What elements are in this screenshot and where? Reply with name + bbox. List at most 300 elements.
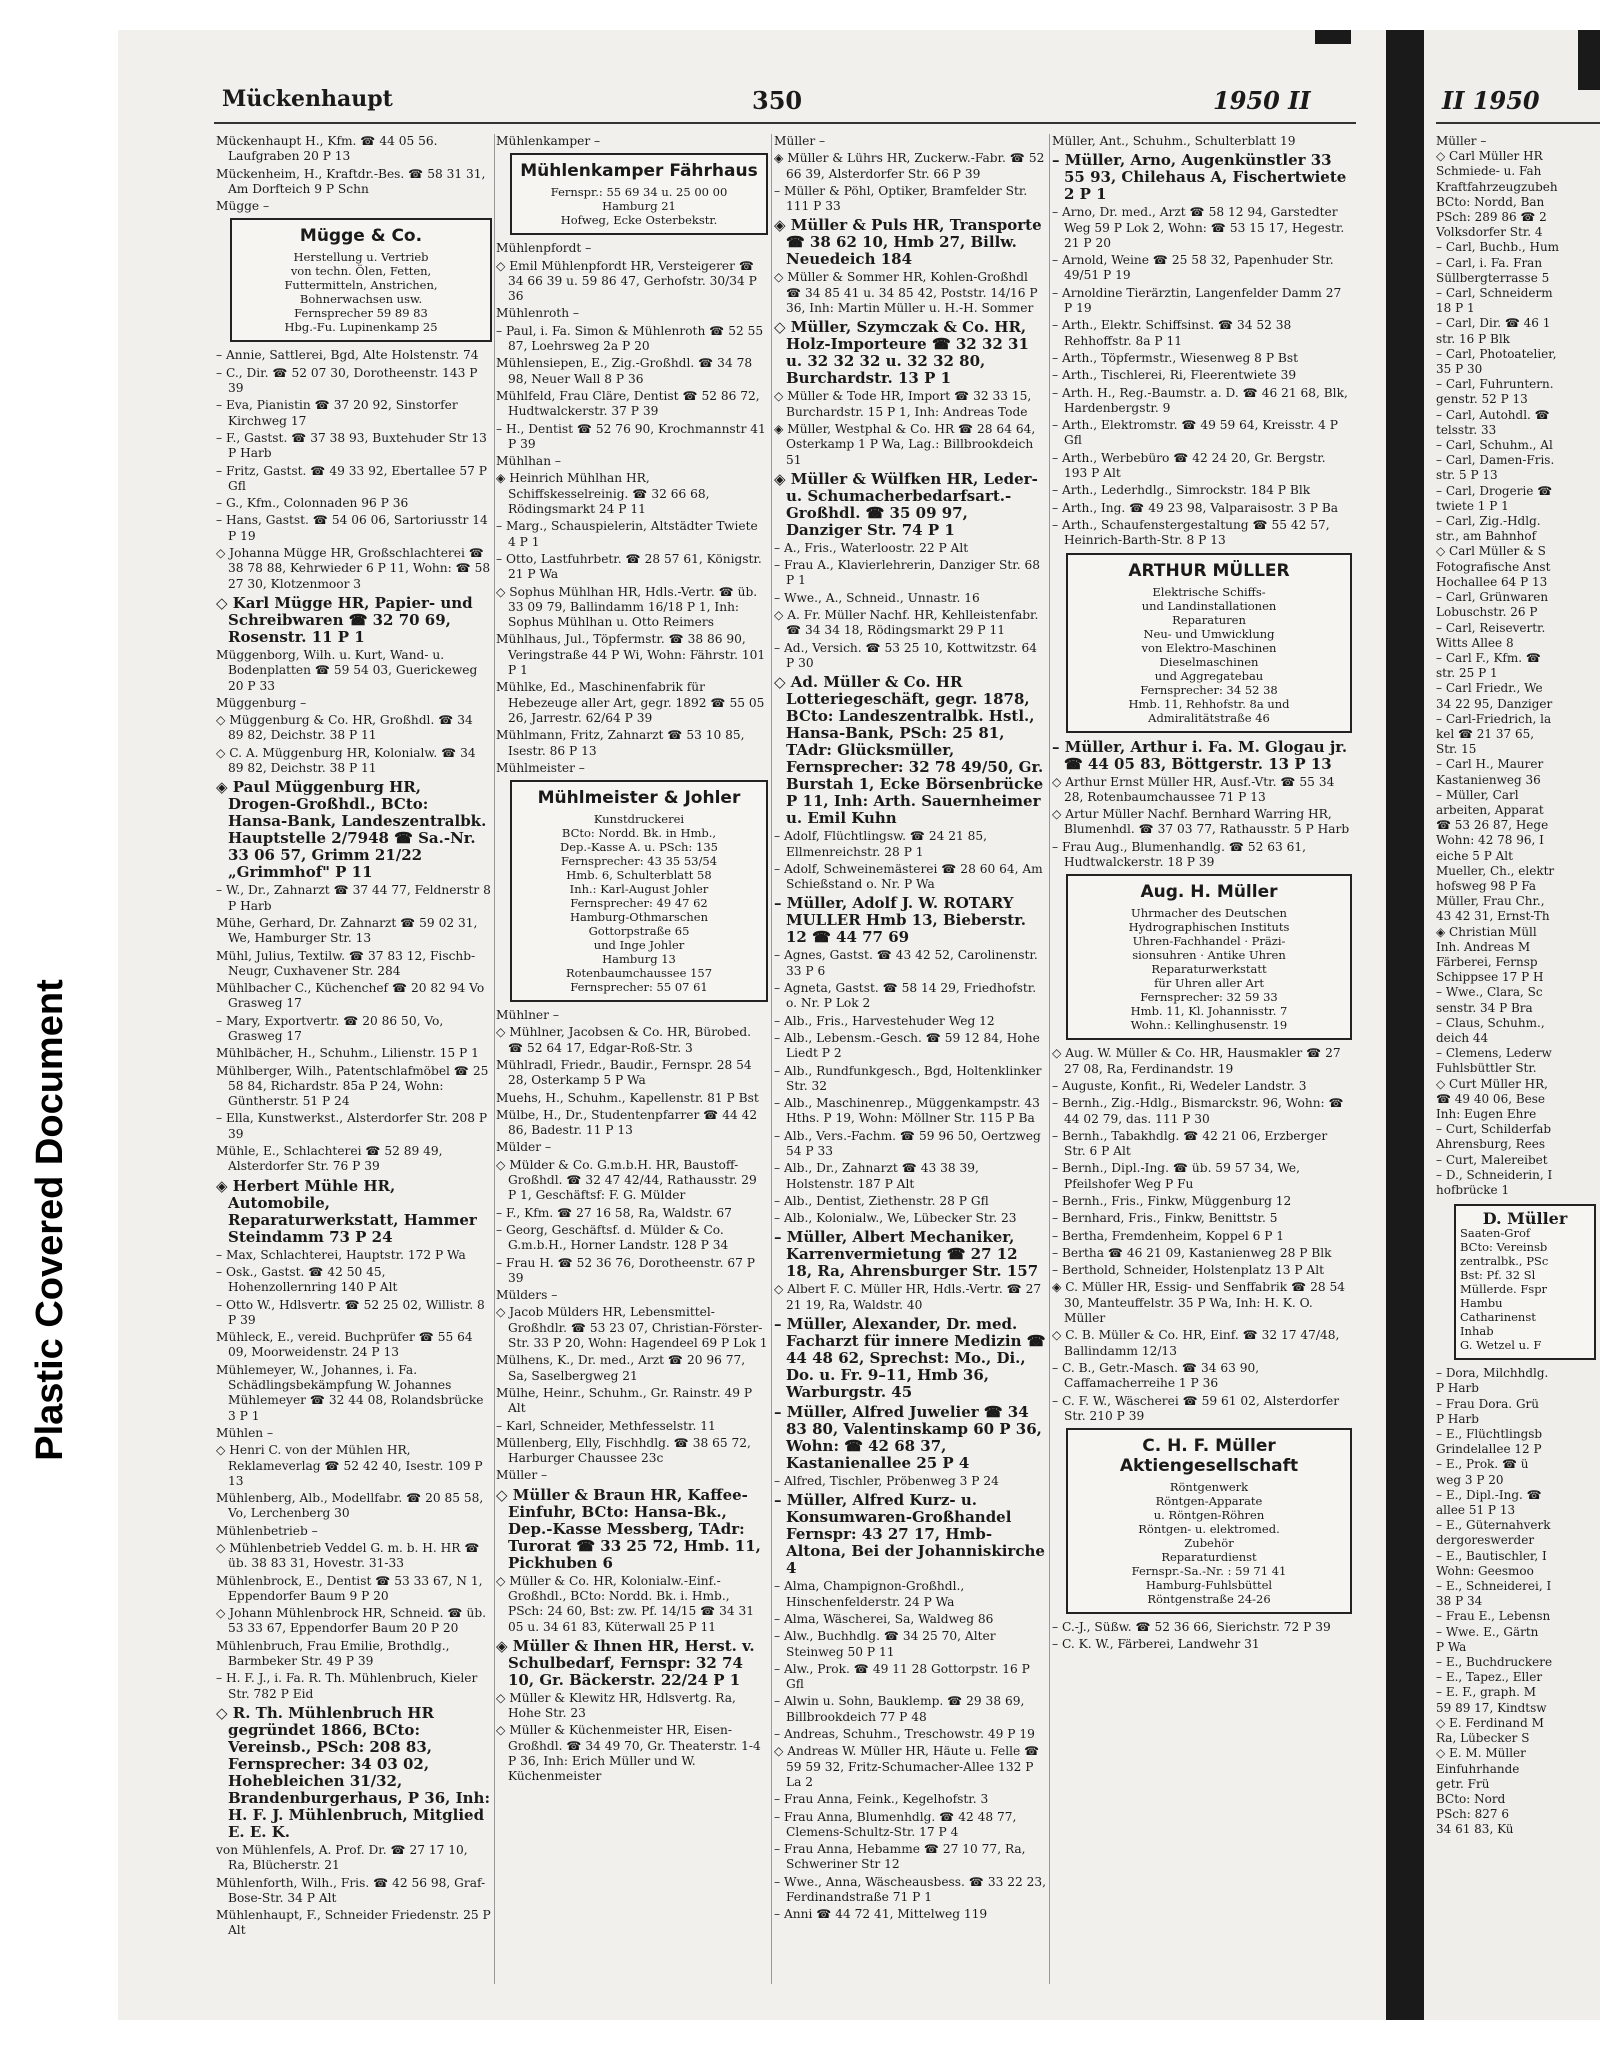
listing-entry: – Alb., Vers.-Fachm. ☎ 59 96 50, Oertzweg 54 P 33 — [774, 1128, 1041, 1158]
ad-line: Neu- und Umwicklung — [1143, 626, 1275, 641]
listing-fragment: – E., Güternahverk — [1436, 1518, 1551, 1533]
listing-entry: – Alma, Wäscherei, Sa, Waldweg 86 — [774, 1611, 994, 1626]
page-header — [118, 86, 1388, 126]
listing-fragment: Süllbergterrasse 5 — [1436, 270, 1550, 285]
listing-entry: Mülbe, H., Dr., Studentenpfarrer ☎ 44 42 86, Badestr. 11 P 13 — [496, 1107, 758, 1138]
advertisement-box — [230, 218, 492, 342]
listing-fragment: Inh. Andreas M — [1436, 939, 1531, 954]
listing-entry: Müggenburg – — [216, 695, 307, 710]
listing-entry: ◇ Müller & Co. HR, Kolonialw.-Einf.-Großhdl., BCto: Nordd. Bk. i. Hmb., PSch: 24 60, Bst: zw. Pf. 14/15 ☎ 34 31 05 u. 34 61 83, Küterwall 25 P 11 — [496, 1573, 755, 1634]
listing-fragment: – E., Tapez., Eller — [1436, 1670, 1543, 1685]
listing-entry: – Alwin u. Sohn, Bauklemp. ☎ 29 38 69, Billbrookdeich 77 P 48 — [774, 1694, 1025, 1724]
listing-fragment: BCto: Nord — [1436, 1791, 1506, 1806]
listing-entry: – Adolf, Schweinemästerei ☎ 28 60 64, Am Schießstand o. Nr. P Wa — [774, 861, 1043, 892]
listing-entry: ◇ Mülder & Co. G.m.b.H. HR, Baustoff-Großhdl. ☎ 32 47 42/44, Rathausstr. 29 P 1, Geschäftsf: F. G. Mülder — [496, 1157, 757, 1203]
ad-line: Dep.-Kasse A. u. PSch: 135 — [560, 840, 718, 855]
listing-fragment: – Curt, Schilderfab — [1436, 1122, 1552, 1137]
listing-entry: – Alw., Prok. ☎ 49 11 28 Gottorpstr. 16 P Gfl — [774, 1661, 1030, 1692]
listing-fragment: ◇ E. Ferdinand M — [1436, 1715, 1544, 1730]
ad-line: von techn. Ölen, Fetten, — [290, 264, 432, 279]
listing-fragment: ◇ Carl Müller HR — [1436, 149, 1543, 164]
ad-line: Uhren-Fachhandel · Präzi- — [1132, 934, 1286, 949]
column-divider — [1049, 134, 1050, 1984]
listing-fragment: Kraftfahrzeugzubeh — [1436, 179, 1558, 194]
listing-entry: – C., Dir. ☎ 52 07 30, Dorotheenstr. 143 P 39 — [216, 365, 478, 396]
listing-fragment: – Carl, Grünwaren — [1436, 590, 1549, 605]
listing-entry: – Bernh., Dipl.-Ing. ☎ üb. 59 57 34, We, Pfeilshofer Weg P Fu — [1052, 1161, 1300, 1191]
listing-fragment: Witts Allee 8 — [1436, 635, 1514, 650]
listing-entry: ◈ C. Müller HR, Essig- und Senffabrik ☎ 28 54 30, Manteuffelstr. 35 P Wa, Inh: H. K. O. Müller — [1052, 1280, 1346, 1326]
listing-entry: – Otto, Lastfuhrbetr. ☎ 28 57 61, Königstr. 21 P Wa — [496, 551, 762, 582]
listing-fragment: – Carl, Drogerie ☎ — [1436, 483, 1553, 498]
listing-fragment: Inh: Eugen Ehre — [1436, 1107, 1537, 1121]
ad-line: und Aggregatebau — [1154, 668, 1264, 683]
listing-fragment: 43 42 31, Ernst-Th — [1436, 909, 1550, 924]
listing-fragment: – Carl, Reisevertr. — [1436, 620, 1546, 635]
listing-entry: ◇ Arthur Ernst Müller HR, Ausf.-Vtr. ☎ 55 34 28, Rotenbaumchaussee 71 P 13 — [1052, 774, 1335, 804]
listing-fragment: Müller – — [1436, 134, 1487, 148]
listing-fragment: hofsweg 98 P Fa — [1436, 878, 1537, 893]
listing-entry: ◇ Andreas W. Müller HR, Häute u. Felle ☎ 59 59 32, Fritz-Schumacher-Allee 132 P La 2 — [774, 1744, 1040, 1789]
listing-entry: Mühlen – — [216, 1425, 274, 1440]
listing-entry: ◈ Heinrich Mühlhan HR, Schiffskesselreinig. ☎ 32 66 68, Rödingsmarkt 24 P 11 — [496, 471, 710, 517]
listing-entry: – Otto W., Hdlsvertr. ☎ 52 25 02, Willistr. 8 P 39 — [216, 1297, 485, 1327]
ad-line: G. Wetzel u. F — [1460, 1338, 1542, 1353]
advertisement-box — [510, 780, 768, 1002]
listing-entry: – Agneta, Gastst. ☎ 58 14 29, Friedhofstr. o. Nr. P Lok 2 — [774, 981, 1037, 1011]
ad-line: Fernspr.: 55 69 34 u. 25 00 00 — [550, 185, 728, 200]
listing-entry: Müggenborg, Wilh. u. Kurt, Wand- u. Bodenplatten ☎ 59 54 03, Guerickeweg 20 P 33 — [216, 647, 478, 693]
listing-entry: – H. F. J., i. Fa. R. Th. Mühlenbruch, Kieler Str. 782 P Eid — [216, 1671, 478, 1701]
ad-line: Saaten-Grof — [1460, 1226, 1531, 1241]
listing-entry: – Arth., Tischlerei, Ri, Fleerentwiete 39 — [1052, 368, 1297, 383]
listing-fragment: – Carl-Friedrich, la — [1436, 711, 1552, 726]
ad-line: Hydrographischen Instituts — [1128, 920, 1290, 935]
ad-line: Fernsprecher: 32 59 33 — [1140, 990, 1278, 1005]
listing-entry: – Frau Aug., Blumenhandlg. ☎ 52 63 61, Hudtwalckerstr. 18 P 39 — [1052, 839, 1307, 870]
right-page — [1424, 30, 1600, 2020]
listing-entry: – Arth., Schaufenstergestaltung ☎ 55 42 57, Heinrich-Barth-Str. 8 P 13 — [1052, 517, 1330, 548]
listing-entry: Mühlner – — [496, 1008, 559, 1023]
ad-line: Zubehör — [1184, 1536, 1234, 1551]
header-rule — [214, 122, 1356, 124]
scanned-document — [118, 30, 1600, 2020]
ad-title: Mühlenkamper Fährhaus — [520, 161, 758, 182]
featured-listing: – Müller, Alfred Juwelier ☎ 34 83 80, Valentinskamp 60 P 36, Wohn: ☎ 42 68 37, Kastanienallee 25 P 4 — [774, 1403, 1042, 1473]
listing-entry: ◇ Johanna Mügge HR, Großschlachterei ☎ 38 78 88, Kehrwieder 6 P 11, Wohn: ☎ 58 27 30, Klotzenmoor 3 — [216, 546, 491, 591]
listing-entry: – Alb., Lebensm.-Gesch. ☎ 59 12 84, Hohe Liedt P 2 — [774, 1030, 1040, 1061]
listing-entry: ◇ Sophus Mühlhan HR, Hdls.-Vertr. ☎ üb. 33 09 79, Ballindamm 16/18 P 1, Inh: Sophus Mühlhan u. Otto Reimers — [496, 584, 758, 630]
listing-entry: Mühleck, E., vereid. Buchprüfer ☎ 55 64 09, Moorweidenstr. 24 P 13 — [216, 1330, 473, 1360]
listing-entry: – Alb., Maschinenrep., Müggenkampstr. 43 Hths. P 19, Wohn: Möllner Str. 115 P Ba — [774, 1096, 1040, 1126]
listing-entry: Mühlhan – — [496, 454, 562, 469]
listing-fragment: 18 P 1 — [1436, 301, 1475, 316]
listing-fragment: P Harb — [1436, 1381, 1479, 1396]
listing-entry: Mühlbacher C., Küchenchef ☎ 20 82 94 Vo Grasweg 17 — [216, 981, 485, 1011]
listing-fragment: – Frau Dora. Grü — [1436, 1396, 1539, 1411]
listing-entry: ◈ Müller & Lührs HR, Zuckerw.-Fabr. ☎ 52 66 39, Alsterdorfer Str. 66 P 39 — [774, 151, 1045, 181]
listing-fragment: P Wa — [1436, 1639, 1467, 1654]
listing-entry: – Alfred, Tischler, Pröbenweg 3 P 24 — [774, 1474, 999, 1489]
listing-entry: – Berthold, Schneider, Holstenplatz 13 P Alt — [1052, 1263, 1325, 1278]
listing-fragment: ☎ 53 26 87, Hege — [1436, 818, 1549, 833]
listing-entry: Mühlberger, Wilh., Patentschlafmöbel ☎ 25 58 84, Richardstr. 85a P 24, Wohn: Güntherstr. 51 P 24 — [216, 1063, 489, 1109]
ad-line: Wohn.: Kellinghusenstr. 19 — [1130, 1018, 1288, 1033]
ad-line: Futtermitteln, Anstrichen, — [284, 278, 438, 293]
listing-fragment: 34 61 83, Kü — [1436, 1822, 1514, 1837]
listing-entry: – Marg., Schauspielerin, Altstädter Twiete 4 P 1 — [496, 519, 758, 549]
listing-entry: ◇ Müller & Tode HR, Import ☎ 32 33 15, Burchardstr. 15 P 1, Inh: Andreas Tode — [774, 389, 1032, 419]
ad-line: Fernsprecher: 55 07 61 — [570, 980, 708, 995]
listing-entry: – Arnold, Weine ☎ 25 58 32, Papenhuder Str. 49/51 P 19 — [1052, 253, 1334, 283]
listing-entry: – Ella, Kunstwerkst., Alsterdorfer Str. 208 P 39 — [216, 1111, 488, 1141]
listing-fragment: Schmiede- u. Fah — [1436, 164, 1542, 179]
listing-fragment: ◈ Christian Müll — [1436, 924, 1537, 939]
listing-fragment: Mueller, Ch., elektr — [1436, 863, 1555, 878]
listing-entry: – Alma, Champignon-Großhdl., Hinschenfelderstr. 24 P Wa — [774, 1579, 965, 1609]
listing-fragment: – Wwe. E., Gärtn — [1436, 1624, 1539, 1639]
listing-entry: ◇ Mühlenbetrieb Veddel G. m. b. H. HR ☎ üb. 38 83 31, Hovestr. 31-33 — [216, 1541, 480, 1571]
listing-entry: Mühlmann, Fritz, Zahnarzt ☎ 53 10 85, Isestr. 86 P 13 — [496, 728, 745, 758]
listing-entry: – Arth., Töpfermstr., Wiesenweg 8 P Bst — [1052, 350, 1298, 365]
listing-entry: – Georg, Geschäftsf. d. Mülder & Co. G.m.b.H., Horner Landstr. 128 P 34 — [496, 1222, 729, 1253]
listing-entry: Müller, Ant., Schuhm., Schulterblatt 19 — [1052, 134, 1296, 148]
ad-line: sionsuhren · Antike Uhren — [1132, 948, 1286, 963]
listing-fragment: – Carl, Fuhruntern. — [1436, 377, 1554, 392]
listing-entry: Mülhens, K., Dr. med., Arzt ☎ 20 96 77, Sa, Saselbergweg 21 — [496, 1353, 746, 1383]
ad-line: Elektrische Schiffs- — [1152, 584, 1266, 599]
listing-entry: – Fritz, Gastst. ☎ 49 33 92, Ebertallee 57 P Gfl — [216, 463, 487, 493]
ad-title: Mügge & Co. — [299, 226, 423, 247]
listing-entry: Mühlensiepen, E., Zig.-Großhdl. ☎ 34 78 98, Neuer Wall 8 P 36 — [496, 356, 753, 386]
listing-fragment: – E., Prok. ☎ ü — [1436, 1457, 1529, 1472]
listing-fragment: eiche 5 P Alt — [1436, 848, 1513, 863]
listing-entry: Mühlmeister – — [496, 760, 585, 775]
listing-fragment: – Curt, Malereibet — [1436, 1152, 1548, 1167]
listing-fragment: – E., Flüchtlingsb — [1436, 1427, 1543, 1442]
ad-line: Inh.: Karl-August Johler — [569, 882, 709, 897]
ad-line: Röntgen- u. elektromed. — [1138, 1522, 1280, 1537]
listing-entry: Mühlenbruch, Frau Emilie, Brothdlg., Barmbeker Str. 49 P 39 — [216, 1638, 450, 1669]
listing-fragment: – D., Schneiderin, I — [1436, 1167, 1553, 1182]
column-divider — [494, 134, 495, 1984]
listing-fragment: Ahrensburg, Rees — [1436, 1137, 1545, 1152]
listing-entry: – Müller & Pöhl, Optiker, Bramfelder Str. 111 P 33 — [774, 183, 1028, 214]
left-margin — [0, 0, 18, 2072]
ad-line: Bohnerwachsen usw. — [299, 292, 423, 307]
advertisement-box — [1066, 874, 1352, 1040]
listing-fragment: Fotografische Anst — [1436, 559, 1551, 574]
ad-line: Rotenbaumchaussee 157 — [565, 966, 713, 981]
listing-fragment: Kastanienweg 36 — [1436, 772, 1541, 787]
side-label: Plastic Covered Document — [28, 979, 71, 1461]
listing-entry: – Arth., Werbebüro ☎ 42 24 20, Gr. Bergstr. 193 P Alt — [1052, 450, 1326, 481]
ad-line: von Elektro-Maschinen — [1141, 640, 1277, 655]
listing-entry: – Frau Anna, Hebamme ☎ 27 10 77, Ra, Schweriner Str 12 — [774, 1842, 1026, 1872]
featured-listing: – Müller, Alfred Kurz- u. Konsumwaren-Großhandel Fernspr: 43 27 17, Hmb-Altona, Bei der Johanniskirche 4 — [774, 1491, 1045, 1578]
listing-fragment: Ra, Lübecker S — [1436, 1731, 1530, 1746]
listing-entry: – C. B., Getr.-Masch. ☎ 34 63 90, Caffamacherreihe 1 P 36 — [1052, 1360, 1260, 1391]
listing-fragment: – Carl, Schuhm., Al — [1436, 438, 1553, 453]
listing-fragment: – Carl, Schneiderm — [1436, 286, 1553, 301]
ad-line: Hmb. 11, Rehhofstr. 8a und — [1128, 696, 1290, 711]
left-page — [118, 30, 1388, 2020]
listing-entry: – Paul, i. Fa. Simon & Mühlenroth ☎ 52 55 87, Loehrsweg 2a P 20 — [496, 323, 764, 354]
header-year: 1950 II — [1213, 86, 1311, 115]
listing-entry: – G., Kfm., Colonnaden 96 P 36 — [216, 496, 409, 511]
listing-fragment: Färberei, Fernsp — [1436, 954, 1538, 969]
listing-entry: – Andreas, Schuhm., Treschowstr. 49 P 19 — [774, 1727, 1035, 1742]
listing-entry: Mühlbächer, H., Schuhm., Lilienstr. 15 P 1 — [216, 1046, 479, 1061]
listing-entry: – Arth., Lederhdlg., Simrockstr. 184 P Blk — [1052, 483, 1311, 498]
listing-entry: – Arth., Elektr. Schiffsinst. ☎ 34 52 38 Rehhoffstr. 8a P 11 — [1052, 318, 1292, 348]
listing-fragment: str., am Bahnhof — [1436, 529, 1537, 544]
listing-fragment: allee 51 P 13 — [1436, 1503, 1516, 1518]
listing-entry: – Alb., Fris., Harvestehuder Weg 12 — [774, 1013, 995, 1028]
listing-fragment: – Dora, Milchhdlg. — [1436, 1366, 1549, 1381]
ad-line: Reparaturen — [1172, 612, 1246, 627]
listing-entry: – Adolf, Flüchtlingsw. ☎ 24 21 85, Ellmenreichstr. 28 P 1 — [774, 829, 988, 859]
listing-fragment: – E. F., graph. M — [1436, 1685, 1537, 1700]
listing-fragment: – Carl, Photoatelier, — [1436, 346, 1557, 361]
listing-entry: Mühlke, Ed., Maschinenfabrik für Hebezeuge aller Art, gegr. 1892 ☎ 55 05 26, Jarrestr. 62/64 P 39 — [496, 680, 765, 725]
listing-fragment: Wohn: Geesmoo — [1436, 1563, 1534, 1578]
ad-line: und Landinstallationen — [1141, 598, 1277, 613]
featured-listing: – Müller, Adolf J. W. ROTARY MULLER Hmb 13, Bieberstr. 12 ☎ 44 77 69 — [774, 894, 1026, 947]
featured-listing: ◇ Ad. Müller & Co. HR Lotteriegeschäft, gegr. 1878, BCto: Landeszentralbk. Hstl., Hansa-Bank, PSch: 25 81, TAdr: Glücksmüller, Fernsprecher: 32 78 49/50, Gr. Burstah 1, Ecke Börsenbrücke P 11, Inh: Arth. Sauernheimer u. Emil Kuhn — [774, 673, 1044, 828]
ad-line: Röntgen-Apparate — [1155, 1494, 1263, 1509]
listing-fragment: – Carl, Autohdl. ☎ — [1436, 407, 1550, 422]
ad-line: Catharinenst — [1460, 1310, 1536, 1325]
listing-entry: – Mary, Exportvertr. ☎ 20 86 50, Vo, Grasweg 17 — [216, 1013, 444, 1043]
listing-fragment: hofbrücke 1 — [1436, 1183, 1510, 1198]
listing-entry: – Arnoldine Tierärztin, Langenfelder Damm 27 P 19 — [1052, 285, 1342, 316]
listing-fragment: – Claus, Schuhm., — [1436, 1015, 1545, 1030]
listing-fragment: kel ☎ 21 37 65, — [1436, 726, 1535, 741]
listing-fragment: – Frau E., Lebensn — [1436, 1609, 1551, 1624]
listing-entry: Mühlenberg, Alb., Modellfabr. ☎ 20 85 58, Vo, Lerchenberg 30 — [216, 1491, 484, 1521]
listing-entry: – Arth., Ing. ☎ 49 23 98, Valparaisostr. 3 P Ba — [1052, 500, 1339, 515]
listing-entry: – Arth., Elektromstr. ☎ 49 59 64, Kreisstr. 4 P Gfl — [1052, 418, 1338, 448]
featured-listing: ◈ Müller & Puls HR, Transporte ☎ 38 62 10, Hmb 27, Billw. Neuedeich 184 — [774, 216, 1042, 269]
listing-fragment: telsstr. 33 — [1436, 422, 1497, 437]
listing-entry: Mühlemeyer, W., Johannes, i. Fa. Schädlingsbekämpfung W. Johannes Mühlemeyer ☎ 32 44 08, Rolandsbrücke 3 P 1 — [216, 1362, 484, 1423]
listing-entry: Mühlenhaupt, F., Schneider Friedenstr. 25 P Alt — [216, 1908, 491, 1938]
listing-entry: – C.-J., Süßw. ☎ 52 36 66, Sierichstr. 72 P 39 — [1052, 1620, 1331, 1635]
listing-fragment: – Clemens, Lederw — [1436, 1046, 1552, 1061]
featured-listing: ◈ Paul Müggenburg HR, Drogen-Großhdl., BCto: Hansa-Bank, Landeszentralbk. Hauptstelle 2/7948 ☎ Sa.-Nr. 33 06 57, Grimm 21/22 „Grimmhof" P 11 — [216, 778, 487, 882]
ad-title: Mühlmeister & Johler — [537, 788, 741, 809]
listing-entry: – Alb., Kolonialw., We, Lübecker Str. 23 — [774, 1211, 1017, 1226]
listing-entry: – Hans, Gastst. ☎ 54 06 06, Sartoriusstr 14 P 19 — [216, 513, 488, 543]
featured-listing: – Müller, Albert Mechaniker, Karrenvermietung ☎ 27 12 18, Ra, Ahrensburger Str. 157 — [774, 1228, 1039, 1281]
listing-entry: – Frau A., Klavierlehrerin, Danziger Str. 68 P 1 — [774, 558, 1040, 588]
ad-line: Röntgenwerk — [1169, 1480, 1249, 1495]
ad-line: Reparaturwerkstatt — [1151, 962, 1267, 977]
featured-listing: – Müller, Arthur i. Fa. M. Glogau jr. ☎ 44 05 83, Böttgerstr. 13 P 13 — [1052, 737, 1348, 773]
listing-fragment: – Wwe., Clara, Sc — [1436, 985, 1543, 1000]
listing-fragment: senstr. 34 P Bra — [1436, 1000, 1533, 1015]
listing-entry: ◇ Müller & Küchenmeister HR, Eisen-Großhdl. ☎ 34 49 70, Gr. Theaterstr. 1-4 P 36, Inh: Erich Müller und W. Küchenmeister — [496, 1723, 761, 1784]
listing-fragment: Hochallee 64 P 13 — [1436, 574, 1548, 589]
ad-title: ARTHUR MÜLLER — [1128, 560, 1290, 581]
book-gutter — [1386, 30, 1424, 2020]
listing-fragment: Volksdorfer Str. 4 — [1436, 225, 1543, 240]
ad-line: Hamburg 21 — [602, 199, 676, 214]
listing-fragment: str. 25 P 1 — [1436, 666, 1498, 681]
listing-fragment: BCto: Nordd, Ban — [1436, 194, 1545, 209]
ad-line: Inhab — [1460, 1324, 1494, 1339]
listing-entry: ◇ A. Fr. Müller Nachf. HR, Kehlleistenfabr. ☎ 34 34 18, Rödingsmarkt 29 P 11 — [774, 608, 1039, 638]
listing-entry: – Alb., Dentist, Ziethenstr. 28 P Gfl — [774, 1193, 989, 1208]
listing-fragment: – Carl, Damen-Fris. — [1436, 453, 1555, 468]
listing-entry: ◇ Albert F. C. Müller HR, Hdls.-Vertr. ☎ 27 21 19, Ra, Waldstr. 40 — [774, 1282, 1042, 1312]
listing-entry: – Anni ☎ 44 72 41, Mittelweg 119 — [774, 1907, 988, 1922]
listing-entry: – Agnes, Gastst. ☎ 43 42 52, Carolinenstr. 33 P 6 — [774, 948, 1038, 978]
listing-entry: Mühlhaus, Jul., Töpfermstr. ☎ 38 86 90, Veringstraße 44 P Wi, Wohn: Fährstr. 101 P 1 — [496, 632, 766, 678]
header-rule — [1436, 122, 1600, 124]
listing-entry: Mühlenbrock, E., Dentist ☎ 53 33 67, N 1, Eppendorfer Baum 9 P 20 — [216, 1573, 483, 1603]
listing-entry: Mühe, Gerhard, Dr. Zahnarzt ☎ 59 02 31, We, Hamburger Str. 13 — [216, 915, 478, 946]
ad-line: und Inge Johler — [593, 938, 685, 953]
advertisement-box — [1066, 553, 1352, 733]
listing-entry: Mülders – — [496, 1288, 558, 1303]
listing-entry: ◇ Henri C. von der Mühlen HR, Reklameverlag ☎ 52 42 40, Isestr. 109 P 13 — [216, 1443, 483, 1488]
listing-entry: – Frau H. ☎ 52 36 76, Dorotheenstr. 67 P 39 — [496, 1255, 755, 1285]
ad-line: Hamburg-Othmarschen — [570, 910, 708, 925]
featured-listing: ◇ Müller, Szymczak & Co. HR, Holz-Importeure ☎ 32 32 31 u. 32 32 32 u. 32 32 80, Burchardstr. 13 P 1 — [774, 318, 1029, 388]
listing-entry: Müller – — [774, 134, 826, 148]
listing-fragment: 59 89 17, Kindtsw — [1436, 1700, 1547, 1715]
directory-column-4 — [1052, 134, 1352, 1984]
listing-entry: – Bertha, Fremdenheim, Koppel 6 P 1 — [1052, 1228, 1285, 1243]
ad-line: Fernsprecher: 43 35 53/54 — [560, 854, 718, 869]
featured-listing: ◇ R. Th. Mühlenbruch HR gegründet 1866, BCto: Vereinsb., PSch: 208 83, Fernsprecher: 34 03 02, Hohebleichen 31/32, Brandenburgerhaus, P 36, Inh: H. F. J. Mühlenbruch, Mitglied E. E. K. — [216, 1703, 490, 1841]
listing-entry: ◇ Artur Müller Nachf. Bernhard Warring HR, Blumenhdl. ☎ 37 03 77, Rathausstr. 5 P Harb — [1052, 807, 1350, 837]
featured-listing: ◈ Herbert Mühle HR, Automobile, Reparaturwerkstatt, Hammer Steindamm 73 P 24 — [216, 1176, 477, 1246]
listing-entry: von Mühlenfels, A. Prof. Dr. ☎ 27 17 10, Ra, Blücherstr. 21 — [216, 1842, 468, 1873]
listing-entry: ◇ Mühlner, Jacobsen & Co. HR, Bürobed. ☎ 52 64 17, Edgar-Roß-Str. 3 — [496, 1025, 752, 1055]
ad-line: BCto: Nordd. Bk. in Hmb., — [561, 826, 717, 841]
ad-line: Röntgenstraße 24-26 — [1147, 1592, 1271, 1607]
listing-fragment: Müller, Frau Chr., — [1436, 894, 1545, 909]
listing-fragment: ◇ Carl Müller & S — [1436, 544, 1546, 559]
column-divider — [771, 134, 772, 1984]
listing-fragment: – Carl F., Kfm. ☎ — [1436, 650, 1541, 665]
listing-entry: ◇ Johann Mühlenbrock HR, Schneid. ☎ üb. 53 33 67, Eppendorfer Baum 20 P 20 — [216, 1606, 487, 1636]
listing-fragment: – E., Dipl.-Ing. ☎ — [1436, 1487, 1542, 1502]
featured-listing: – Müller, Alexander, Dr. med. Facharzt für innere Medizin ☎ 44 48 62, Sprechst: Mo., Di., Do. u. Fr. 9–11, Hmb 36, Warburgstr. 45 — [774, 1315, 1046, 1402]
scan-shadow — [1315, 30, 1351, 44]
listing-entry: – Max, Schlachterei, Hauptstr. 172 P Wa — [216, 1247, 466, 1262]
listing-entry: – F., Gastst. ☎ 37 38 93, Buxtehuder Str 13 P Harb — [216, 430, 487, 461]
listing-fragment: Wohn: 42 78 96, I — [1436, 833, 1544, 848]
listing-fragment: Schippsee 17 P H — [1436, 970, 1544, 985]
directory-column-1 — [216, 134, 492, 1984]
listing-entry: ◇ Müggenburg & Co. HR, Großhdl. ☎ 34 89 82, Deichstr. 38 P 11 — [216, 713, 473, 743]
listing-entry: – Alb., Rundfunkgesch., Bgd, Holtenklinker Str. 32 — [774, 1063, 1042, 1093]
ad-line: Bst: Pf. 32 Sl — [1460, 1268, 1536, 1283]
listing-fragment: Einfuhrhande — [1436, 1761, 1520, 1776]
listing-entry: – C. F. W., Wäscherei ☎ 59 61 02, Alsterdorfer Str. 210 P 39 — [1052, 1393, 1340, 1423]
ad-line: Hambu — [1460, 1296, 1503, 1311]
listing-fragment: – Carl, Buchb., Hum — [1436, 240, 1560, 255]
featured-listing: ◇ Karl Mügge HR, Papier- und Schreibwaren ☎ 32 70 69, Rosenstr. 11 P 1 — [216, 593, 473, 646]
listing-entry: Mückenheim, H., Kraftdr.-Bes. ☎ 58 31 31, Am Dorfteich 9 P Schn — [216, 166, 486, 196]
ad-line: Hamburg 13 — [602, 952, 676, 967]
listing-entry: – Bernhard, Fris., Finkw, Benittstr. 5 — [1052, 1211, 1278, 1226]
listing-fragment: – E., Buchdruckere — [1436, 1655, 1553, 1670]
listing-entry: Mühlfeld, Frau Cläre, Dentist ☎ 52 86 72, Hudtwalckerstr. 37 P 39 — [496, 388, 760, 419]
listing-entry: – Arth. H., Reg.-Baumstr. a. D. ☎ 46 21 68, Blk, Hardenbergstr. 9 — [1052, 385, 1348, 415]
listing-entry: – C. K. W., Färberei, Landwehr 31 — [1052, 1637, 1260, 1652]
listing-entry: – Wwe., Anna, Wäscheausbess. ☎ 33 22 23, Ferdinandstraße 71 P 1 — [774, 1874, 1046, 1904]
ad-line: Kunstdruckerei — [593, 812, 685, 827]
listing-fragment: – Carl, i. Fa. Fran — [1436, 255, 1543, 270]
listing-entry: – Bernh., Zig.-Hdlg., Bismarckstr. 96, Wohn: ☎ 44 02 79, das. 111 P 30 — [1052, 1096, 1344, 1126]
ad-line: Dieselmaschinen — [1159, 654, 1259, 669]
featured-listing: ◈ Müller & Wülfken HR, Leder- u. Schumacherbedarfsart.-Großhdl. ☎ 35 09 97, Danziger Str. 74 P 1 — [774, 469, 1038, 539]
listing-entry: – Osk., Gastst. ☎ 42 50 45, Hohenzollernring 140 P Alt — [216, 1264, 398, 1295]
listing-entry: – H., Dentist ☎ 52 76 90, Krochmannstr 41 P 39 — [496, 421, 766, 451]
listing-entry: Mülder – — [496, 1140, 552, 1155]
ad-line: Fernspr.-Sa.-Nr. : 59 71 41 — [1131, 1564, 1287, 1579]
listing-entry: Mühlenpfordt – — [496, 241, 592, 256]
listing-fragment: arbeiten, Apparat — [1436, 802, 1544, 817]
directory-column-3 — [774, 134, 1046, 1984]
listing-entry: Mühle, E., Schlachterei ☎ 52 89 49, Alsterdorfer Str. 76 P 39 — [216, 1144, 443, 1174]
advertisement-box — [510, 153, 768, 235]
ad-line: Fernsprecher: 34 52 38 — [1140, 682, 1278, 697]
listing-fragment: Str. 15 — [1436, 742, 1477, 757]
listing-entry: – Arno, Dr. med., Arzt ☎ 58 12 94, Garstedter Weg 59 P Lok 2, Wohn: ☎ 53 15 17, Hegestr. 21 P 20 — [1052, 205, 1345, 250]
listing-fragment: genstr. 52 P 13 — [1436, 392, 1528, 407]
header-keyword: Mückenhaupt — [222, 86, 393, 112]
listing-fragment: ◇ E. M. Müller — [1436, 1746, 1526, 1761]
listing-fragment: – Carl, Dir. ☎ 46 1 — [1436, 316, 1551, 331]
listing-fragment: P Harb — [1436, 1411, 1479, 1426]
ad-line: Gottorpstraße 65 — [588, 924, 690, 939]
listing-fragment: – E., Bautischler, I — [1436, 1548, 1547, 1563]
listing-entry: – Ad., Versich. ☎ 53 25 10, Kottwitzstr. 64 P 30 — [774, 640, 1038, 670]
listing-fragment: str. 5 P 13 — [1436, 468, 1498, 483]
listing-entry: – Auguste, Konfit., Ri, Wedeler Landstr. 3 — [1052, 1078, 1307, 1093]
listing-fragment: 35 P 30 — [1436, 362, 1483, 377]
listing-entry: – F., Kfm. ☎ 27 16 58, Ra, Waldstr. 67 — [496, 1205, 732, 1220]
listing-entry: ◇ Müller & Sommer HR, Kohlen-Großhdl ☎ 34 85 41 u. 34 85 42, Poststr. 14/16 P 36, Inh: Martin Müller u. H.-H. Sommer — [774, 270, 1038, 316]
featured-listing: ◈ Müller & Ihnen HR, Herst. v. Schulbedarf, Fernspr: 32 74 10, Gr. Bäckerstr. 22/24 P 1 — [496, 1636, 755, 1689]
listing-entry: – Bernh., Fris., Finkw, Müggenburg 12 — [1052, 1193, 1292, 1208]
ad-line: zentralbk., PSc — [1460, 1254, 1549, 1269]
listing-fragment: – Carl H., Maurer — [1436, 757, 1544, 772]
listing-entry: Müllenberg, Elly, Fischhdlg. ☎ 38 65 72, Harburger Chaussee 23c — [496, 1435, 751, 1466]
listing-entry: – Frau Anna, Blumenhdlg. ☎ 42 48 77, Clemens-Schultz-Str. 17 P 4 — [774, 1809, 1017, 1839]
listing-fragment: PSch: 827 6 — [1436, 1807, 1509, 1822]
ad-line: Hamburg-Fuhlsbüttel — [1145, 1578, 1273, 1593]
listing-entry: Mülhe, Heinr., Schuhm., Gr. Rainstr. 49 P Alt — [496, 1385, 753, 1416]
ad-line: Reparaturdienst — [1161, 1550, 1257, 1565]
ad-line: Hofweg, Ecke Osterbekstr. — [560, 213, 718, 228]
listing-entry: Müller – — [496, 1468, 548, 1483]
listing-fragment: weg 3 P 20 — [1436, 1472, 1504, 1487]
listing-entry: – W., Dr., Zahnarzt ☎ 37 44 77, Feldnerstr 8 P Harb — [216, 883, 491, 913]
listing-fragment: – Carl, Zig.-Hdlg. — [1436, 514, 1541, 529]
listing-fragment: getr. Frü — [1436, 1776, 1490, 1791]
listing-fragment: str. 16 P Blk — [1436, 331, 1510, 346]
listing-fragment: ☎ 49 40 06, Bese — [1436, 1091, 1546, 1106]
featured-listing: – Müller, Arno, Augenkünstler 33 55 93, Chilehaus A, Fischertwiete 2 P 1 — [1052, 151, 1347, 204]
scan-shadow — [1578, 30, 1600, 90]
